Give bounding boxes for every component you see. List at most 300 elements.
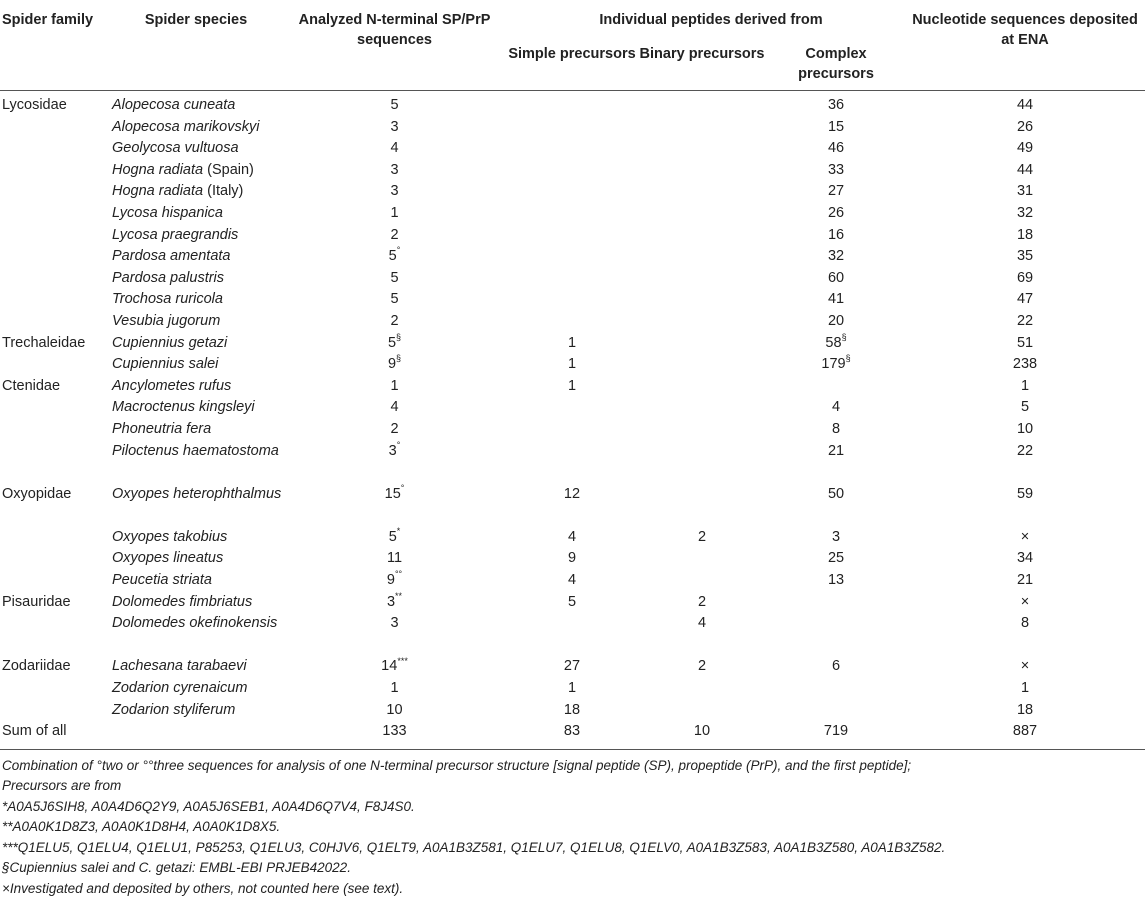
cell-ena: 22 — [1016, 312, 1034, 329]
analyzed-value: 4 — [390, 140, 399, 157]
cell-species — [110, 656, 282, 678]
cell-analyzed — [282, 354, 507, 376]
table-row — [0, 91, 1145, 117]
species-name: Alopecosa marikovskyi — [112, 118, 260, 135]
cell-family — [0, 160, 110, 182]
cell-binary — [637, 397, 767, 419]
complex-value: 3 — [831, 528, 841, 545]
complex-footnote-mark: § — [841, 331, 847, 342]
footnote-line: Precursors are from — [2, 778, 122, 794]
cell-analyzed — [282, 441, 507, 484]
complex-value: 60 — [827, 269, 845, 286]
cell-simple — [507, 91, 637, 117]
analyzed-value: 1 — [390, 680, 399, 697]
table-row — [0, 678, 1145, 700]
cell-family — [0, 117, 110, 139]
cell-simple: 18 — [563, 701, 581, 718]
cell-simple: 1 — [567, 334, 577, 351]
header-individual-peptides-label: Individual peptides derived from — [599, 12, 823, 28]
analyzed-value: 9 — [386, 572, 395, 589]
table-row — [0, 441, 1145, 484]
table-footnotes — [2, 756, 1142, 900]
cell-species — [110, 225, 282, 247]
sum-complex: 719 — [767, 721, 905, 749]
cell-binary — [637, 354, 767, 376]
complex-value: 58 — [825, 334, 842, 351]
cell-complex — [767, 138, 905, 160]
cell-binary — [637, 376, 767, 398]
cell-analyzed — [282, 656, 507, 678]
cell-family — [0, 354, 110, 376]
complex-value: 50 — [827, 485, 845, 502]
cell-analyzed — [282, 484, 507, 527]
cell-species — [110, 570, 282, 592]
species-name: Cupiennius getazi — [112, 334, 228, 351]
cell-binary — [637, 138, 767, 160]
cell-simple — [507, 311, 637, 333]
cell-family: Pisauridae — [2, 593, 71, 610]
cell-family: Oxyopidae — [2, 485, 72, 502]
cell-complex — [767, 419, 905, 441]
species-name: Piloctenus haematostoma — [112, 442, 279, 459]
analyzed-value: 5 — [388, 248, 397, 265]
complex-value: 15 — [827, 118, 845, 135]
analyzed-value: 5 — [390, 97, 399, 113]
table-row — [0, 333, 1145, 355]
cell-simple — [507, 203, 637, 225]
analyzed-value: 15 — [384, 485, 401, 502]
species-name: Macroctenus kingsleyi — [112, 399, 255, 416]
cell-family — [0, 700, 110, 722]
complex-value: 26 — [827, 204, 845, 221]
header-spider-family: Spider family — [0, 0, 110, 91]
cell-family: Lycosidae — [2, 97, 67, 113]
cell-ena: 49 — [1016, 140, 1034, 157]
table-row — [0, 160, 1145, 182]
sum-ena: 887 — [905, 721, 1145, 749]
table-row — [0, 311, 1145, 333]
cell-complex — [767, 397, 905, 419]
cell-analyzed — [282, 678, 507, 700]
complex-value: 16 — [827, 226, 845, 243]
table-row — [0, 181, 1145, 203]
cell-binary — [637, 570, 767, 592]
complex-value: 21 — [827, 442, 845, 459]
cell-analyzed — [282, 181, 507, 203]
analyzed-value: 1 — [390, 377, 399, 394]
cell-complex — [767, 311, 905, 333]
table-row — [0, 203, 1145, 225]
cell-species — [110, 678, 282, 700]
cell-ena: 69 — [1016, 269, 1034, 286]
species-name: Hogna radiata — [112, 161, 204, 178]
analyzed-footnote-mark: *** — [397, 655, 408, 666]
species-name: Pardosa amentata — [112, 248, 231, 265]
analyzed-value: 2 — [390, 226, 399, 243]
analyzed-value: 1 — [390, 204, 399, 221]
cell-simple — [507, 138, 637, 160]
cell-simple: 1 — [567, 680, 577, 697]
cell-binary — [637, 441, 767, 484]
cell-simple: 1 — [567, 356, 577, 373]
complex-value: 41 — [827, 291, 845, 308]
cell-analyzed — [282, 268, 507, 290]
complex-value: 8 — [831, 420, 841, 437]
cell-analyzed — [282, 548, 507, 570]
table-row — [0, 484, 1145, 527]
species-name: Peucetia striata — [112, 572, 212, 589]
analyzed-value: 2 — [390, 312, 399, 329]
complex-value: 33 — [827, 161, 845, 178]
cell-binary — [637, 419, 767, 441]
header-binary-precursors: Binary precursors — [639, 46, 765, 62]
complex-value: 46 — [827, 140, 845, 157]
analyzed-footnote-mark: ** — [395, 590, 403, 601]
table-row — [0, 117, 1145, 139]
cell-analyzed — [282, 246, 507, 268]
cell-binary: 2 — [697, 593, 707, 610]
footnote-line: *A0A5J6SIH8, A0A4D6Q2Y9, A0A5J6SEB1, A0A4D6Q7V4, F8J4S0. — [2, 798, 415, 814]
cell-analyzed — [282, 333, 507, 355]
cell-complex — [767, 376, 905, 398]
sum-row — [0, 721, 1145, 749]
cell-family — [0, 570, 110, 592]
table-row — [0, 397, 1145, 419]
cell-species — [110, 160, 282, 182]
cell-ena: × — [1020, 528, 1030, 545]
cell-complex — [767, 354, 905, 376]
cell-simple — [507, 289, 637, 311]
table-row — [0, 354, 1145, 376]
cell-ena: × — [1020, 658, 1030, 675]
cell-complex — [767, 160, 905, 182]
cell-family: Zodariidae — [2, 658, 71, 675]
cell-ena: 1 — [1020, 377, 1030, 394]
cell-ena: 34 — [1016, 550, 1034, 567]
cell-binary — [637, 548, 767, 570]
cell-family — [0, 225, 110, 247]
species-name: Vesubia jugorum — [112, 312, 221, 329]
analyzed-value: 5 — [390, 269, 399, 286]
species-location: (Spain) — [207, 161, 254, 178]
footnote-line: ***Q1ELU5, Q1ELU4, Q1ELU1, P85253, Q1ELU3, C0HJV6, Q1ELT9, A0A1B3Z581, Q1ELU7, Q1ELU8, Q1ELV0, A0A1B3Z583, A0A1B3Z580, A0A1B3Z582. — [2, 839, 946, 855]
cell-simple: 9 — [567, 550, 577, 567]
cell-complex — [767, 289, 905, 311]
complex-value: 20 — [827, 312, 845, 329]
header-nucleotide-sequences: Nucleotide sequences deposited at ENA — [905, 0, 1145, 91]
cell-complex — [767, 656, 905, 678]
cell-binary — [637, 225, 767, 247]
cell-complex — [767, 527, 905, 549]
cell-family — [0, 441, 110, 484]
complex-value: 13 — [827, 572, 845, 589]
cell-simple — [507, 246, 637, 268]
table-row — [0, 289, 1145, 311]
cell-complex — [767, 441, 905, 484]
cell-species — [110, 592, 282, 614]
cell-simple: 5 — [567, 593, 577, 610]
cell-complex — [767, 91, 905, 117]
cell-species — [110, 333, 282, 355]
species-name: Oxyopes takobius — [112, 528, 228, 545]
cell-ena: 18 — [1016, 226, 1034, 243]
table-row — [0, 570, 1145, 592]
species-name: Dolomedes fimbriatus — [112, 593, 253, 610]
cell-species — [110, 289, 282, 311]
cell-simple — [507, 441, 637, 484]
cell-species — [110, 484, 282, 527]
species-name: Pardosa palustris — [112, 269, 225, 286]
analyzed-footnote-mark: ° — [396, 245, 401, 256]
table-row — [0, 419, 1145, 441]
footnote-line: ×Investigated and deposited by others, not counted here (see text). — [2, 880, 404, 896]
cell-binary — [637, 268, 767, 290]
cell-analyzed — [282, 613, 507, 656]
cell-analyzed — [282, 527, 507, 549]
analyzed-footnote-mark: ° — [400, 482, 405, 493]
complex-value: 179 — [821, 356, 846, 373]
cell-binary — [637, 700, 767, 722]
cell-family — [0, 138, 110, 160]
species-name: Trochosa ruricola — [112, 291, 223, 308]
cell-family — [0, 203, 110, 225]
cell-ena: 26 — [1016, 118, 1034, 135]
analyzed-value: 3 — [390, 161, 399, 178]
cell-ena: 21 — [1016, 572, 1034, 589]
species-name: Oxyopes heterophthalmus — [112, 485, 282, 502]
cell-species — [110, 419, 282, 441]
table-row — [0, 138, 1145, 160]
sum-simple: 83 — [507, 721, 637, 749]
analyzed-footnote-mark: § — [396, 353, 402, 364]
cell-family — [0, 246, 110, 268]
cell-analyzed — [282, 91, 507, 117]
complex-value: 27 — [827, 183, 845, 200]
cell-ena: 22 — [1016, 442, 1034, 459]
cell-species — [110, 376, 282, 398]
analyzed-value: 5 — [390, 291, 399, 308]
table-body — [0, 91, 1145, 750]
header-individual-peptides — [507, 0, 905, 38]
species-name: Phoneutria fera — [112, 420, 212, 437]
table-row — [0, 700, 1145, 722]
cell-binary: 2 — [697, 658, 707, 675]
cell-ena: 44 — [1016, 97, 1034, 113]
table-row — [0, 246, 1145, 268]
cell-analyzed — [282, 117, 507, 139]
cell-simple: 4 — [567, 572, 577, 589]
cell-simple — [507, 160, 637, 182]
sum-label: Sum of all — [0, 721, 282, 749]
table-row — [0, 656, 1145, 678]
cell-family: Ctenidae — [2, 377, 61, 394]
cell-analyzed — [282, 570, 507, 592]
cell-complex — [767, 203, 905, 225]
cell-ena: 32 — [1016, 204, 1034, 221]
cell-simple — [507, 181, 637, 203]
complex-value: 6 — [831, 658, 841, 675]
species-name: Lachesana tarabaevi — [112, 658, 247, 675]
cell-simple — [507, 397, 637, 419]
complex-value: 36 — [827, 97, 845, 113]
cell-binary: 2 — [697, 528, 707, 545]
cell-family — [0, 419, 110, 441]
cell-ena: 18 — [1016, 701, 1034, 718]
cell-analyzed — [282, 160, 507, 182]
cell-analyzed — [282, 289, 507, 311]
cell-ena: 10 — [1016, 420, 1034, 437]
cell-analyzed — [282, 311, 507, 333]
species-name: Zodarion styliferum — [112, 701, 236, 718]
table-row — [0, 268, 1145, 290]
cell-analyzed — [282, 419, 507, 441]
cell-complex — [767, 484, 905, 527]
analyzed-value: 10 — [386, 701, 403, 718]
analyzed-value: 2 — [390, 420, 399, 437]
cell-complex — [767, 117, 905, 139]
cell-analyzed — [282, 225, 507, 247]
analyzed-value: 3 — [390, 615, 399, 632]
sum-binary: 10 — [637, 721, 767, 749]
cell-species — [110, 138, 282, 160]
cell-ena: 31 — [1016, 183, 1034, 200]
analyzed-value: 3 — [386, 593, 396, 610]
cell-family — [0, 268, 110, 290]
species-name: Ancylometes rufus — [112, 377, 232, 394]
footnote-line: §Cupiennius salei and C. getazi: EMBL-EBI PRJEB42022. — [2, 860, 351, 876]
complex-footnote-mark: § — [845, 353, 851, 364]
cell-complex — [767, 225, 905, 247]
cell-family — [0, 613, 110, 656]
cell-binary — [637, 203, 767, 225]
table-row — [0, 376, 1145, 398]
cell-complex — [767, 678, 905, 700]
cell-family — [0, 527, 110, 549]
cell-complex — [767, 613, 905, 656]
cell-ena: 8 — [1020, 615, 1030, 632]
cell-ena: 44 — [1016, 161, 1034, 178]
cell-binary — [637, 311, 767, 333]
cell-simple — [507, 117, 637, 139]
cell-species — [110, 527, 282, 549]
cell-simple: 1 — [567, 377, 577, 394]
cell-binary — [637, 289, 767, 311]
species-name: Oxyopes lineatus — [112, 550, 224, 567]
analyzed-value: 3 — [390, 183, 399, 200]
cell-analyzed — [282, 592, 507, 614]
cell-binary — [637, 678, 767, 700]
species-name: Lycosa hispanica — [112, 204, 223, 221]
cell-species — [110, 613, 282, 656]
cell-analyzed — [282, 700, 507, 722]
table-row — [0, 548, 1145, 570]
table-row — [0, 592, 1145, 614]
table-row — [0, 613, 1145, 656]
analyzed-value: 9 — [387, 356, 397, 373]
cell-ena: 1 — [1020, 680, 1030, 697]
cell-binary — [637, 91, 767, 117]
header-simple-precursors: Simple precursors — [508, 46, 636, 62]
analyzed-footnote-mark: § — [396, 331, 402, 342]
analyzed-value: 5 — [387, 334, 397, 351]
cell-family — [0, 181, 110, 203]
species-name: Zodarion cyrenaicum — [112, 680, 248, 697]
species-name: Hogna radiata — [112, 183, 204, 200]
cell-ena: 5 — [1020, 399, 1030, 416]
cell-simple — [507, 613, 637, 656]
cell-complex — [767, 181, 905, 203]
species-location: (Italy) — [207, 183, 244, 200]
cell-family — [0, 289, 110, 311]
cell-family — [0, 678, 110, 700]
analyzed-footnote-mark: °° — [394, 569, 403, 580]
cell-complex — [767, 700, 905, 722]
cell-simple — [507, 268, 637, 290]
analyzed-value: 14 — [381, 658, 398, 675]
cell-simple — [507, 225, 637, 247]
cell-ena: 238 — [1012, 356, 1038, 373]
cell-binary — [637, 160, 767, 182]
cell-simple: 4 — [567, 528, 577, 545]
cell-species — [110, 548, 282, 570]
analyzed-footnote-mark: ° — [396, 439, 401, 450]
cell-species — [110, 354, 282, 376]
cell-ena: 47 — [1016, 291, 1034, 308]
cell-simple — [507, 419, 637, 441]
cell-simple: 12 — [563, 485, 581, 502]
cell-family — [0, 397, 110, 419]
cell-complex — [767, 246, 905, 268]
cell-ena: 59 — [1016, 485, 1034, 502]
species-name: Lycosa praegrandis — [112, 226, 239, 243]
cell-simple: 27 — [563, 658, 581, 675]
cell-species — [110, 441, 282, 484]
cell-species — [110, 203, 282, 225]
analyzed-value: 3 — [390, 118, 399, 135]
analyzed-value: 3 — [388, 442, 397, 459]
cell-species — [110, 246, 282, 268]
analyzed-footnote-mark: * — [396, 526, 401, 537]
cell-ena: 51 — [1016, 334, 1034, 351]
cell-binary — [637, 484, 767, 527]
cell-ena: 35 — [1016, 248, 1034, 265]
cell-analyzed — [282, 203, 507, 225]
cell-complex — [767, 570, 905, 592]
cell-family: Trechaleidae — [2, 334, 86, 351]
cell-complex — [767, 548, 905, 570]
header-analyzed-sequences: Analyzed N-terminal SP/PrP sequences — [282, 0, 507, 91]
cell-binary — [637, 333, 767, 355]
cell-binary — [637, 181, 767, 203]
complex-value: 4 — [831, 399, 841, 416]
analyzed-value: 5 — [388, 528, 397, 545]
cell-binary: 4 — [697, 615, 707, 632]
cell-family — [0, 548, 110, 570]
cell-family — [0, 311, 110, 333]
species-name: Alopecosa cuneata — [112, 97, 236, 113]
cell-species — [110, 268, 282, 290]
cell-species — [110, 181, 282, 203]
cell-complex — [767, 333, 905, 355]
cell-analyzed — [282, 138, 507, 160]
species-name: Dolomedes okefinokensis — [112, 615, 278, 632]
analyzed-value: 11 — [386, 550, 403, 567]
footnote-line: **A0A0K1D8Z3, A0A0K1D8H4, A0A0K1D8X5. — [2, 819, 281, 835]
sum-analyzed: 133 — [282, 721, 507, 749]
cell-species — [110, 397, 282, 419]
cell-binary — [637, 117, 767, 139]
complex-value: 25 — [827, 550, 845, 567]
